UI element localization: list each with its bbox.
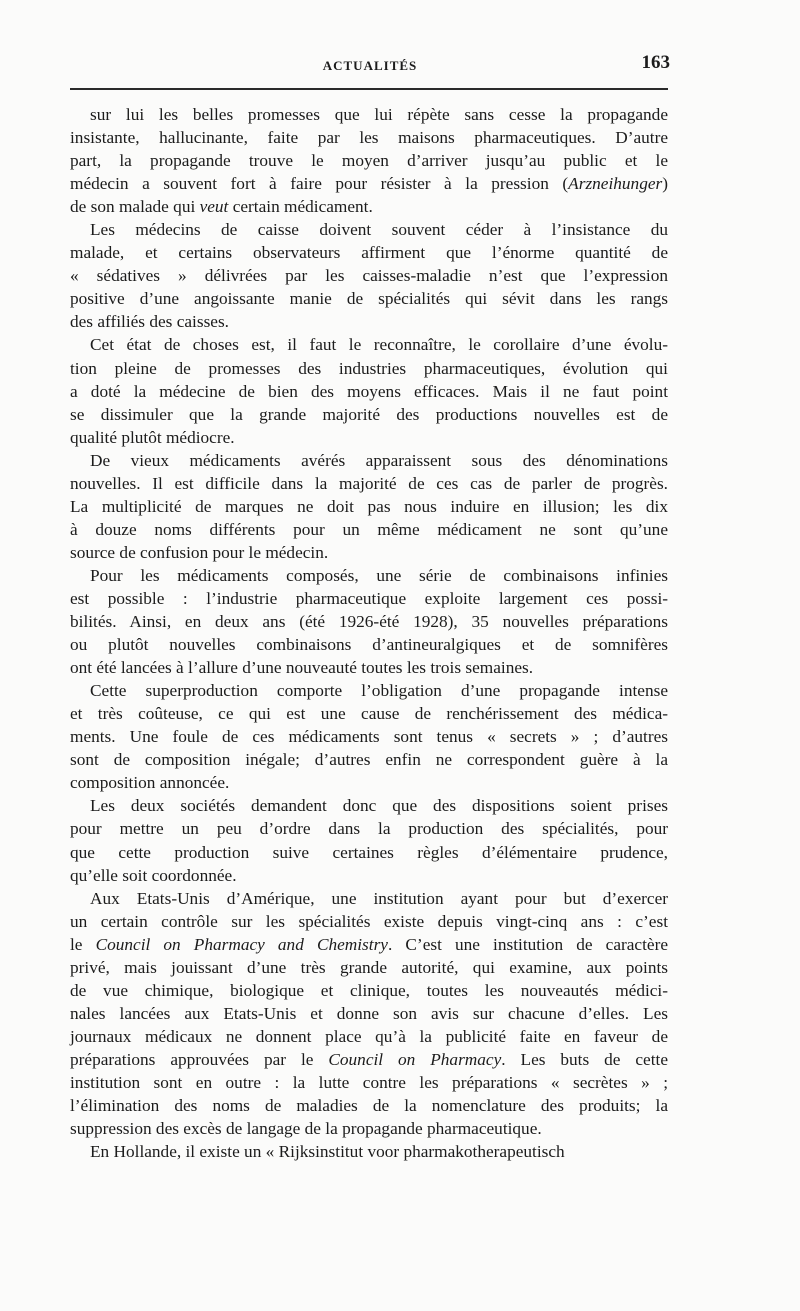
text-span: un certain contrôle sur les spécialités existe depuis vingt-cinq ans : c’est — [70, 911, 668, 931]
text-line — [70, 679, 668, 702]
text-span: se dissimuler que la grande majorité des productions nouvelles est de — [70, 404, 668, 424]
text-span: l’élimination des noms de maladies de la nomenclature des produits; la — [70, 1096, 668, 1116]
text-line — [70, 633, 668, 656]
text-span: qualité plutôt médiocre. — [70, 427, 235, 447]
italic-span: Arzneihunger — [568, 174, 663, 194]
text-line — [70, 610, 668, 633]
text-line — [70, 195, 668, 218]
text-line — [70, 864, 668, 887]
text-line — [70, 956, 668, 979]
text-line — [70, 564, 668, 587]
text-span: source de confusion pour le médecin. — [70, 542, 329, 562]
text-line — [70, 1094, 668, 1117]
text-span: est possible : l’industrie pharmaceutique exploite largement ces possi- — [70, 588, 668, 608]
text-line — [70, 310, 668, 333]
text-span: positive d’une angoissante manie de spécialités qui sévit dans les rangs — [70, 289, 668, 309]
text-line — [70, 841, 668, 864]
text-line — [70, 149, 668, 172]
text-span: ) — [662, 174, 668, 194]
text-span: le — [70, 934, 96, 954]
text-span: Cet état de choses est, il faut le reconnaître, le corollaire d’une évolu- — [90, 335, 668, 355]
italic-span: veut — [199, 197, 229, 217]
text-span: Aux Etats-Unis d’Amérique, une institution ayant pour but d’exercer — [90, 888, 668, 908]
text-span: . Les buts de cette — [501, 1049, 668, 1069]
text-line — [70, 1140, 668, 1163]
text-line — [70, 817, 668, 840]
text-line — [70, 103, 668, 126]
text-span: de vue chimique, biologique et clinique, toutes les nouveautés médici- — [70, 980, 668, 1000]
text-line — [70, 495, 668, 518]
text-line — [70, 910, 668, 933]
text-line — [70, 1002, 668, 1025]
running-title: ACTUALITÉS — [322, 58, 418, 73]
text-span: « sédatives » délivrées par les caisses-maladie n’est que l’expression — [70, 266, 668, 286]
text-span: médecin a souvent fort à faire pour résister à la pression ( — [70, 174, 569, 194]
text-span: pour mettre un peu d’ordre dans la production des spécialités, pour — [70, 819, 668, 839]
italic-span: Council on Pharmacy and Chemistry — [95, 934, 388, 954]
text-span: journaux médicaux ne donnent place qu’à la publicité faite en faveur de — [70, 1026, 668, 1046]
text-line — [70, 656, 668, 679]
text-span: . C’est une institution de caractère — [387, 934, 668, 954]
paragraph — [70, 103, 668, 218]
text-line — [70, 403, 668, 426]
text-line — [70, 1048, 668, 1071]
body-text — [70, 103, 668, 1163]
text-line — [70, 794, 668, 817]
italic-span: Council on Pharmacy — [328, 1049, 502, 1069]
text-span: sur lui les belles promesses que lui répète sans cesse la propagande — [90, 105, 668, 124]
text-line — [70, 472, 668, 495]
text-line — [70, 426, 668, 449]
paragraph — [70, 218, 668, 333]
text-span: sont de composition inégale; d’autres enfin ne correspondent guère à la — [70, 750, 668, 770]
paragraph — [70, 887, 668, 1141]
text-span: préparations approuvées par le — [70, 1049, 329, 1069]
text-line — [70, 126, 668, 149]
text-span: ments. Une foule de ces médicaments sont tenus « secrets » ; d’autres — [70, 727, 668, 747]
text-span: à douze noms différents pour un même médicament ne sont qu’une — [70, 519, 668, 539]
text-line — [70, 725, 668, 748]
text-span: suppression des excès de langage de la propagande pharmaceutique. — [70, 1119, 542, 1139]
text-span: La multiplicité de marques ne doit pas nous induire en illusion; les dix — [70, 496, 668, 516]
text-line — [70, 702, 668, 725]
text-span: et très coûteuse, ce qui est une cause de renchérissement des médica- — [70, 704, 668, 724]
text-line — [70, 1117, 668, 1140]
text-span: malade, et certains observateurs affirment que l’énorme quantité de — [70, 243, 668, 263]
text-span: Les deux sociétés demandent donc que des dispositions soient prises — [90, 796, 668, 816]
text-line — [70, 1025, 668, 1048]
text-line — [70, 518, 668, 541]
paragraph — [70, 679, 668, 794]
text-span: ont été lancées à l’allure d’une nouveauté toutes les trois semaines. — [70, 658, 534, 678]
text-span: ou plutôt nouvelles combinaisons d’antineuralgiques et de somnifères — [70, 635, 668, 655]
paragraph — [70, 794, 668, 886]
text-line — [70, 264, 668, 287]
text-line — [70, 333, 668, 356]
text-span: des affiliés des caisses. — [70, 312, 230, 332]
text-line — [70, 771, 668, 794]
paragraph — [70, 333, 668, 448]
text-line — [70, 979, 668, 1002]
text-line — [70, 1071, 668, 1094]
text-line — [70, 933, 668, 956]
header-rule — [70, 88, 668, 90]
running-head — [70, 52, 670, 82]
text-span: bilités. Ainsi, en deux ans (été 1926-été 1928), 35 nouvelles préparations — [70, 612, 668, 632]
text-span: Les médecins de caisse doivent souvent céder à l’insistance du — [90, 220, 668, 240]
text-line — [70, 380, 668, 403]
text-span: privé, mais jouissant d’une très grande autorité, qui examine, aux points — [70, 957, 668, 977]
text-span: a doté la médecine de bien des moyens efficaces. Mais il ne faut point — [70, 381, 668, 401]
text-line — [70, 449, 668, 472]
text-line — [70, 541, 668, 564]
text-span: nouvelles. Il est difficile dans la majorité de ces cas de parler de progrès. — [70, 473, 668, 493]
text-span: composition annoncée. — [70, 773, 230, 793]
text-span: insistante, hallucinante, faite par les maisons pharmaceutiques. D’autre — [70, 128, 668, 148]
text-line — [70, 218, 668, 241]
text-span: qu’elle soit coordonnée. — [70, 865, 237, 885]
text-span: nales lancées aux Etats-Unis et donne son avis sur chacune d’elles. Les — [70, 1003, 668, 1023]
paragraph — [70, 1140, 668, 1163]
paragraph — [70, 449, 668, 564]
text-line — [70, 748, 668, 771]
text-span: Cette superproduction comporte l’obligation d’une propagande intense — [90, 681, 668, 701]
text-line — [70, 172, 668, 195]
text-span: De vieux médicaments avérés apparaissent sous des dénominations — [90, 450, 668, 470]
text-span: certain médicament. — [228, 197, 373, 217]
text-span: En Hollande, il existe un « Rijksinstitut voor pharmakotherapeutisch — [90, 1142, 565, 1162]
paragraph — [70, 564, 668, 679]
text-span: tion pleine de promesses des industries pharmaceutiques, évolution qui — [70, 358, 668, 378]
text-line — [70, 357, 668, 380]
text-line — [70, 287, 668, 310]
page-number: 163 — [641, 52, 670, 73]
text-line — [70, 241, 668, 264]
text-span: institution sont en outre : la lutte contre les préparations « secrètes » ; — [70, 1072, 668, 1092]
text-span: que cette production suive certaines règles d’élémentaire prudence, — [70, 842, 668, 862]
text-span: de son malade qui — [70, 197, 200, 217]
text-line — [70, 587, 668, 610]
text-span: part, la propagande trouve le moyen d’arriver jusqu’au public et le — [70, 151, 668, 171]
text-line — [70, 887, 668, 910]
text-span: Pour les médicaments composés, une série de combinaisons infinies — [90, 565, 668, 585]
